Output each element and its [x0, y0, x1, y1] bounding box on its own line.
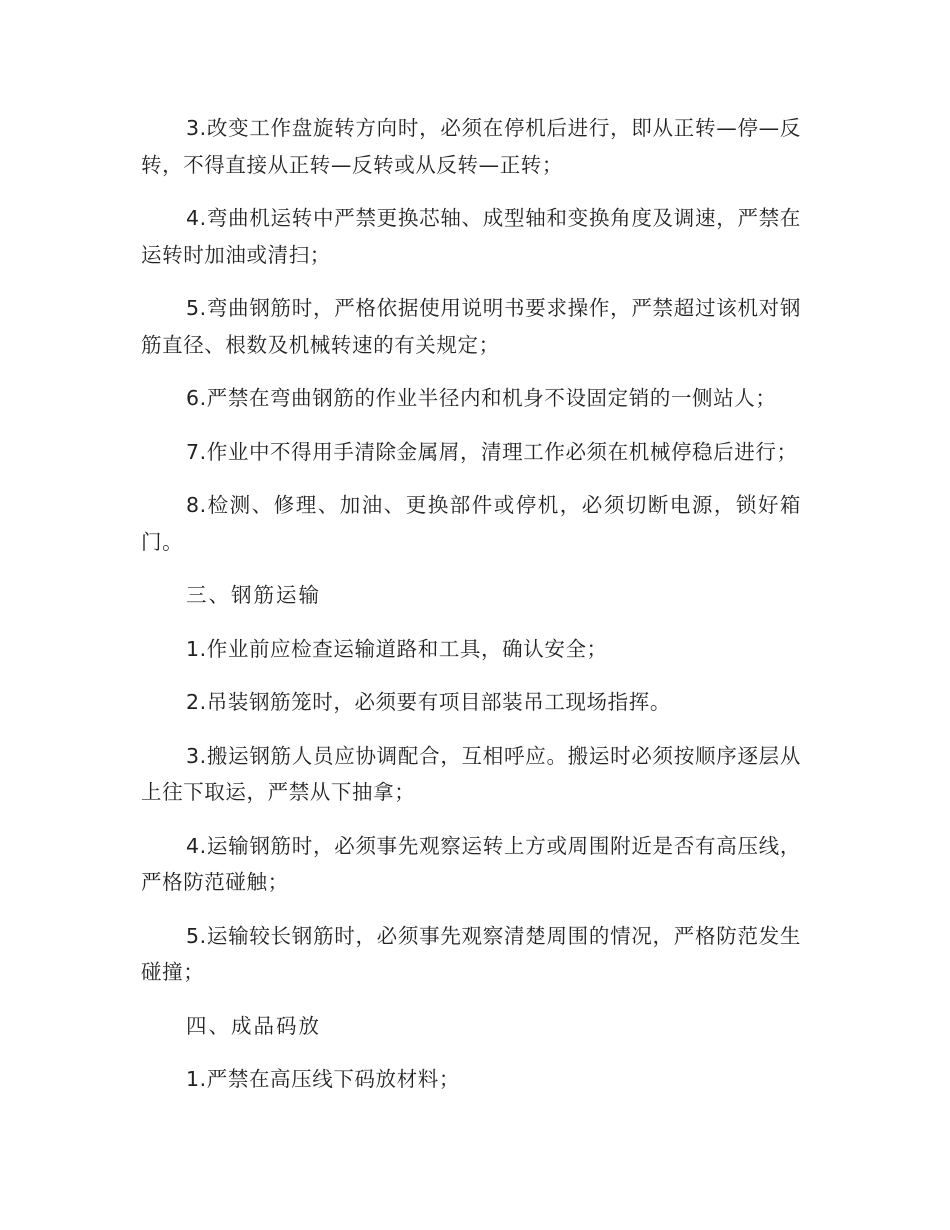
paragraph-item-4-high-voltage: 4.运输钢筋时，必须事先观察运转上方或周围附近是否有高压线，严格防范碰触；	[141, 833, 801, 894]
paragraph-item-1-no-stacking-under-lines: 1.严禁在高压线下码放材料；	[186, 1067, 460, 1091]
paragraph-item-4-no-mandrel-change: 4.弯曲机运转中严禁更换芯轴、成型轴和变换角度及调速，严禁在运转时加油或清扫；	[141, 206, 801, 267]
section-heading-product-stacking: 四、成品码放	[186, 1013, 321, 1038]
paragraph-item-6-no-standing: 6.严禁在弯曲钢筋的作业半径内和机身不设固定销的一侧站人；	[186, 386, 777, 410]
paragraph-item-7-no-hand-cleaning: 7.作业中不得用手清除金属屑，清理工作必须在机械停稳后进行；	[186, 439, 798, 464]
paragraph-item-1-check-roads: 1.作业前应检查运输道路和工具，确认安全；	[186, 636, 608, 661]
paragraph-item-8-cut-power: 8.检测、修理、加油、更换部件或停机，必须切断电源，锁好箱门。	[141, 493, 801, 554]
section-heading-rebar-transport: 三、钢筋运输	[186, 583, 321, 607]
paragraph-item-5-bending-rules: 5.弯曲钢筋时，严格依据使用说明书要求操作，严禁超过该机对钢筋直径、根数及机械转速的有关规定；	[141, 296, 801, 357]
paragraph-item-3-carrying-order: 3.搬运钢筋人员应协调配合，互相呼应。搬运时必须按顺序逐层从上往下取运，严禁从下抽拿；	[141, 743, 801, 804]
paragraph-item-5-long-rebar: 5.运输较长钢筋时，必须事先观察清楚周围的情况，严格防范发生碰撞；	[141, 923, 801, 984]
paragraph-item-2-cage-lifting: 2.吊装钢筋笼时，必须要有项目部装吊工现场指挥。	[186, 690, 671, 714]
document-body	[141, 110, 801, 1115]
paragraph-item-3-turntable-direction: 3.改变工作盘旋转方向时，必须在停机后进行，即从正转—停—反转，不得直接从正转—反转或从反转—正转；	[141, 116, 801, 177]
